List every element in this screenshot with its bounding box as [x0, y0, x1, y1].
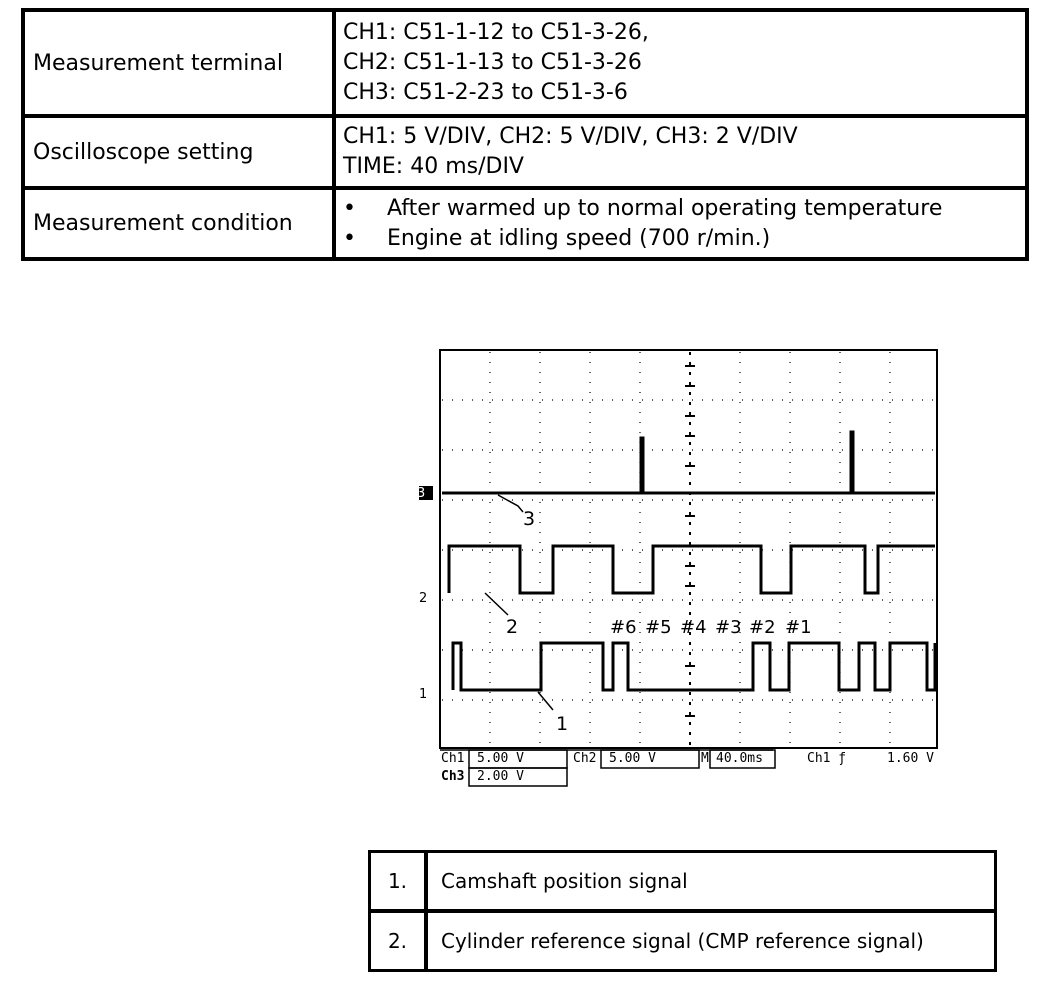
- screen-frame: [440, 350, 937, 748]
- trigger-source: Ch1 ƒ: [807, 751, 847, 766]
- bullet-item: [343, 224, 1021, 254]
- signal-legend-table: [368, 850, 997, 972]
- ch3-label: Ch3: [441, 769, 465, 784]
- spec-line: CH1: 5 V/DIV, CH2: 5 V/DIV, CH3: 2 V/DIV: [343, 124, 798, 149]
- ch1-label: Ch1: [441, 751, 465, 766]
- spec-line: CH3: C51-2-23 to C51-3-6: [343, 80, 628, 105]
- bullet-icon: •: [343, 225, 356, 251]
- spec-line: After warmed up to normal operating temperature: [387, 195, 943, 221]
- ch3-marker-label: 3: [417, 486, 426, 501]
- timebase-label: M: [701, 751, 709, 766]
- cylinder-label: #1: [785, 617, 812, 638]
- spec-line: Engine at idling speed (700 r/min.): [387, 225, 771, 251]
- spec-header: Measurement condition: [33, 211, 293, 236]
- bullet-icon: •: [343, 195, 356, 221]
- spec-header: Measurement terminal: [33, 50, 283, 76]
- ch3-trace: [442, 432, 935, 493]
- cylinder-label: #4: [680, 617, 707, 638]
- spec-line: CH1: C51-1-12 to C51-3-26,: [343, 20, 649, 45]
- legend-text: Cylinder reference signal (CMP reference signal): [441, 929, 924, 953]
- cylinder-label: #2: [749, 617, 776, 638]
- oscilloscope-screenshot: [413, 340, 948, 790]
- spec-value: [343, 118, 1021, 186]
- measurement-spec-table: [21, 8, 1029, 261]
- legend-number: 2.: [387, 929, 408, 953]
- grid-lines: [442, 352, 935, 746]
- timebase-value: 40.0ms: [716, 751, 763, 766]
- ch2-volts-div: 5.00 V: [609, 751, 656, 766]
- spec-row-oscilloscope-setting: [25, 118, 1025, 186]
- cylinder-label: #3: [715, 617, 742, 638]
- ch1-marker-label: 1: [419, 687, 428, 702]
- cylinder-label: #6: [610, 617, 637, 638]
- legend-number: 1.: [387, 869, 408, 893]
- ch3-volts-div: 2.00 V: [477, 769, 524, 784]
- table-column-divider: [332, 12, 336, 257]
- table-column-divider: [424, 853, 428, 969]
- oscilloscope-display: [413, 340, 948, 790]
- trigger-level: 1.60 V: [887, 751, 934, 766]
- spec-header: Oscilloscope setting: [33, 139, 254, 165]
- spec-row-measurement-condition: [25, 190, 1025, 257]
- ch2-marker-label: 2: [419, 591, 428, 606]
- spec-line: CH2: C51-1-13 to C51-3-26: [343, 50, 642, 75]
- ch1-volts-div: 5.00 V: [477, 751, 524, 766]
- legend-text: Camshaft position signal: [441, 869, 688, 893]
- spec-value: [343, 190, 1021, 257]
- spec-line: TIME: 40 ms/DIV: [343, 154, 524, 179]
- ch2-label: Ch2: [573, 751, 597, 766]
- spec-value: [343, 12, 1021, 114]
- cylinder-label: #5: [645, 617, 672, 638]
- callout-3: 3: [523, 508, 536, 530]
- callout-2: 2: [506, 616, 519, 638]
- callout-1: 1: [556, 713, 569, 735]
- bullet-item: [343, 194, 1021, 224]
- spec-row-measurement-terminal: [25, 12, 1025, 114]
- marker-leaders: [485, 495, 553, 710]
